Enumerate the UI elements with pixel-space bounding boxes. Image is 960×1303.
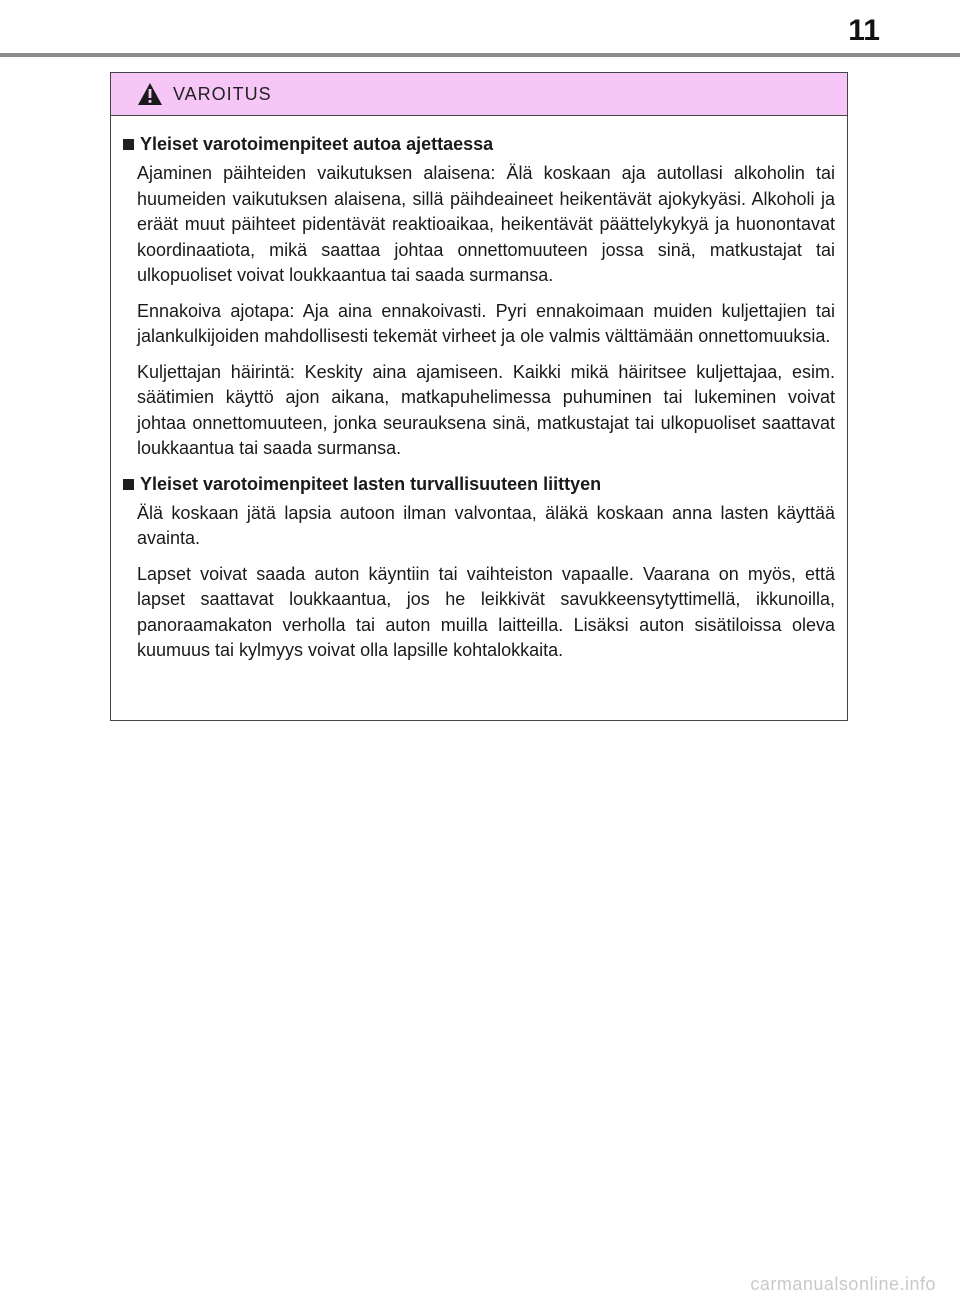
warning-header	[111, 73, 847, 116]
section-heading	[123, 472, 835, 497]
section-driving-precautions	[123, 132, 835, 462]
warning-body	[111, 116, 847, 664]
paragraph-defensive-driving: Ennakoiva ajotapa: Aja aina ennakoivasti. Pyri ennakoimaan muiden kuljettajien tai jalankulkijoiden mahdollisesti tekemät virheet ja ole valmis välttämään onnettomuuksia.	[137, 300, 835, 346]
section-heading	[123, 132, 835, 157]
paragraph-driver-distraction: Kuljettajan häirintä: Keskity aina ajamiseen. Kaikki mikä häiritsee kuljettajaa, esim. säätimien käyttö ajon aikana, matkapuhelimessa puhuminen tai lukeminen voivat johtaa onnettomuuteen, jonka seurauksena sinä, matkustajat tai ulkopuoliset saattavat loukkaantua tai saada surmansa.	[137, 361, 835, 458]
square-bullet-icon	[123, 139, 134, 150]
paragraph-driving-under-influence: Ajaminen päihteiden vaikutuksen alaisena: Älä koskaan aja autollasi alkoholin tai huumeiden vaikutuksen alaisena, sillä päihdeaineet heikentävät ajokykyäsi. Alkoholi ja eräät muut päihteet pidentävät reaktioaikaa, heikentävät päättelykykyä ja huonontavat koordinaatiota, mikä saattaa johtaa onnettomuuteen jossa sinä, matkustajat tai ulkopuoliset voivat loukkaantua tai saada surmansa.	[137, 163, 835, 285]
footer-watermark: carmanualsonline.info	[750, 1274, 936, 1294]
section-heading-text: Yleiset varotoimenpiteet lasten turvallisuuteen liittyen	[140, 473, 602, 494]
square-bullet-icon	[123, 479, 134, 490]
paragraph-children-unattended: Älä koskaan jätä lapsia autoon ilman valvontaa, äläkä koskaan anna lasten käyttää avainta.	[137, 502, 835, 548]
section-heading-text: Yleiset varotoimenpiteet autoa ajettaessa	[140, 134, 494, 154]
warning-title: VAROITUS	[173, 83, 272, 104]
page-number: 11	[848, 14, 880, 47]
warning-triangle-icon	[137, 82, 163, 106]
paragraph-children-hazards: Lapset voivat saada auton käyntiin tai vaihteiston vapaalle. Vaarana on myös, että lapset saattavat loukkaantua, jos he leikkivät savukkeensytyttimellä, ikkunoilla, panoraamakaton verholla tai auton muilla laitteilla. Lisäksi auton sisätiloissa oleva kuumuus tai kylmyys voivat olla lapsille kohtalokkaita.	[137, 563, 835, 660]
section-child-safety	[123, 472, 835, 664]
header-rule	[0, 53, 960, 57]
warning-box	[110, 72, 848, 721]
